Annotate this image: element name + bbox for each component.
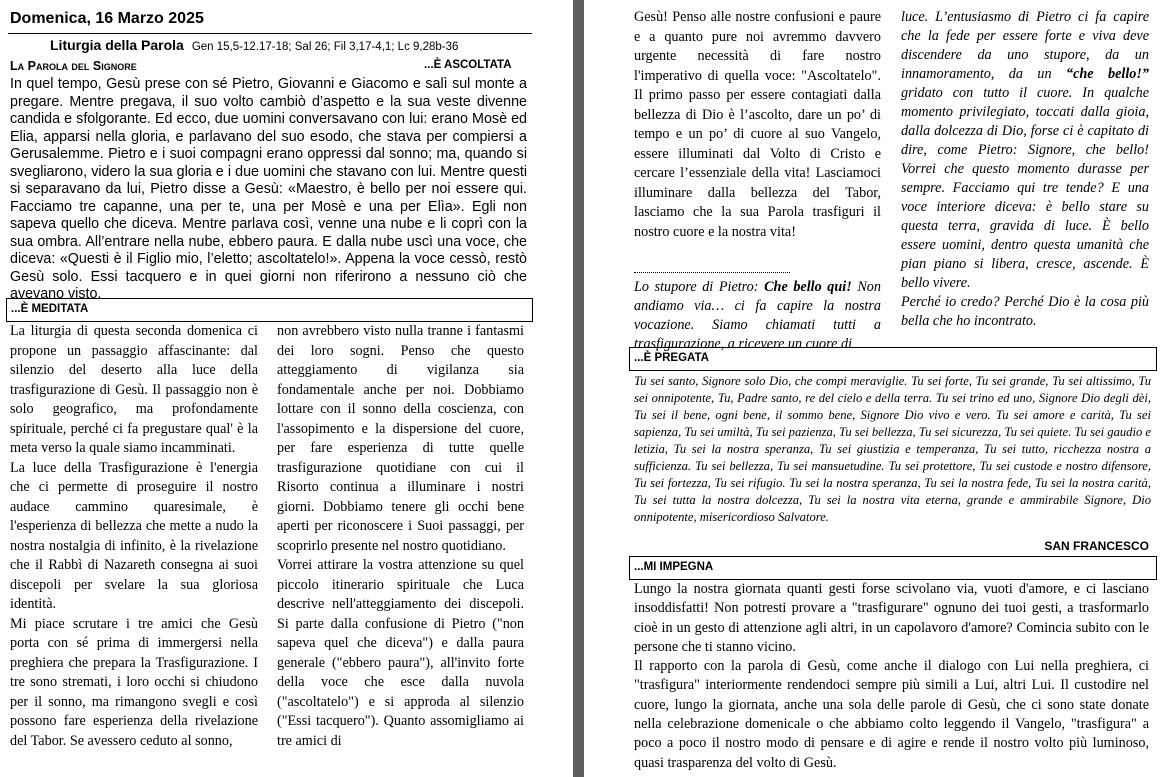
meditation-column-3	[634, 8, 881, 242]
commitment-paragraph: Lungo la nostra giornata quanti gesti forse scivolano via, vuoti d'amore, e ci lasciano insoddisfatti! Non potresti provare a "trasfigurare" ognuno dei tuoi gesti, a trasformarlo cioè in un gesto di attenzione agli altri, in un capolavoro d'amore? Comincia subito con le persone che ti stanno vicino.	[634, 581, 1149, 655]
gospel-text: In quel tempo, Gesù prese con sé Pietro, Giovanni e Giacomo e salì sul monte a pregare. Mentre pregava, il suo volto cambiò d’aspetto e la sua veste divenne candida e sfolgorante. Ed ecco, due uomini conversavano con lui: erano Mosè ed Elia, apparsi nella gloria, e parlavano del suo esodo, che stava per compiersi a Gerusalemme. Pietro e i suoi compagni erano oppressi dal sonno; ma, quando si svegliarono, videro la sua gloria e i due uomini che stavano con lui. Mentre questi si separavano da lui, Pietro disse a Gesù: «Maestro, è bello per noi essere qui. Facciamo tre capanne, una per te, una per Mosè e una per Elìa». Egli non sapeva quello che diceva. Mentre parlava così, venne una nube e li coprì con la sua ombra. All’entrare nella nube, ebbero paura. E dalla nube uscì una voce, che diceva: «Questi è il Figlio mio, l’eletto; ascoltatelo!». Appena la voce cessò, restò Gesù solo. Essi tacquero e in quei giorni non riferirono a nessuno ciò che avevano visto.	[10, 76, 527, 302]
meditation-column-2	[277, 322, 524, 751]
prayer-text: Tu sei santo, Signore solo Dio, che compi meraviglie. Tu sei forte, Tu sei grande, Tu sei altissimo, Tu sei onnipotente, Tu, Padre santo, re del cielo e della terra. Tu sei trino ed uno, Signore Dio degli dèi, Tu sei il bene, ogni bene, il sommo bene, Signore Dio vivo e vero. Tu sei amore e carità, Tu sei sapienza, Tu sei umiltà, Tu sei pazienza, Tu sei bellezza, Tu sei sicurezza, Tu sei quiete. Tu sei gaudio e letizia, Tu sei la nostra speranza, Tu sei giustizia e temperanza, Tu sei tutto, ricchezza nostra a sufficienza. Tu sei bellezza, Tu sei mansuetudine. Tu sei protettore, Tu sei custode e nostro difensore, Tu sei fortezza, Tu sei rifugio. Tu sei la nostra speranza, Tu sei la nostra fede, Tu sei la nostra carità, Tu sei tutta la nostra dolcezza, Tu sei la nostra vita eterna, grande e ammirabile Signore, Dio onnipotente, misericordioso Salvatore.	[634, 374, 1151, 524]
word-of-lord-heading: La Parola del Signore	[10, 59, 137, 73]
prayer-author: SAN FRANCESCO	[1044, 539, 1149, 553]
header-divider	[8, 33, 532, 34]
page-gutter	[573, 0, 584, 777]
meditation-paragraph: Gesù! Penso alle nostre confusioni e paure e a quanto pure noi avremmo davvero urgente necessità di fare nostro l'imperativo di quella voce: "Ascoltatelo". Il primo passo per essere contagiati dalla bellezza di Dio è l’ascolto, dare un po’ di tempo e un po’ di cuore al suo Vangelo, essere illuminati dal Volto di Cristo e cercare l’essenziale della vita! Lasciamoci illuminare dalla bellezza del Tabor, lasciamo che la sua Parola trasfiguri il nostro cuore e la nostra vita!	[634, 9, 881, 240]
dotted-divider	[634, 272, 790, 273]
meditation-paragraph: La luce della Trasfigurazione è l'energia che ci permette di proseguire il nostro audace cammino quaresimale, è l'esperienza di bellezza che mette a nudo la nostra nostalgia di infinito, è la rivelazione che il Rabbì di Nazareth consegna ai suoi discepoli per svelare la sua gloriosa identità.	[10, 459, 258, 612]
meditation-paragraph: non avrebbero visto nulla tranne i fantasmi dei loro sogni. Penso che questo atteggiamento di vigilanza sia fondamentale anche per noi. Dobbiamo lottare con il sonno della coscienza, con l'assopimento e la dispersione del cuore, per fare esperienza di tutte quelle trasfigurazione quotidiane con cui il Risorto continua a illuminare i nostri giorni. Dobbiamo tenere gli occhi bene aperti per riconoscere i Suoi passaggi, per scoprirlo presente nel nostro quotidiano.	[277, 323, 524, 554]
meditation-paragraph: Perché io credo? Perché Dio è la cosa più bella che ho incontrato.	[901, 294, 1149, 329]
commitment-section-header: ...MI IMPEGNA	[629, 556, 1157, 580]
commitment-text	[634, 580, 1149, 773]
commitment-paragraph: Il rapporto con la parola di Gesù, come anche il dialogo con Lui nella preghiera, ci "trasfigura" interiormente rendendoci sempre più simili a Lui, altri Lui. Il custodire nel cuore, lungo la giornata, anche una sola delle parole di Gesù, che ci sono state donate nella celebrazione domenicale o che abbiamo colto leggendo il Vangelo, "trasfigura" a poco a poco il nostro modo di pensare e di agire e rende il nostro volto più luminoso, quasi trasparenza del volto di Gesù.	[634, 658, 1149, 771]
meditation-column-4: luce. L’entusiasmo di Pietro ci fa capire che la fede per essere forte e viva deve discendere da uno stupore, da un innamoramento, da un “che bello!” gridato con tutto il cuore. In qualche momento privilegiato, toccati dalla gioia, dalla dolcezza di Dio, forse ci è capitato di dire, come Pietro: Signore, che bello! Vorrei che questo momento durasse per sempre. Facciamo qui tre tende? E una voce interiore diceva: è bello stare su questa terra, gravida di luce. È bello essere uomini, dentro questa umanità che pian piano si libera, cresce, ascende. È bello vivere. Perché io credo? Perché Dio è la cosa più bella che ho incontrato.	[901, 9, 1149, 329]
meditated-section-header: ...È MEDITATA	[6, 298, 533, 322]
peter-wonder-quote: Lo stupore di Pietro: Che bello qui! Non andiamo via… ci fa capire la nostra vocazione. Siamo chiamati tutti a trasfigurazione, a ricevere un cuore di	[634, 279, 881, 352]
liturgy-header	[50, 37, 458, 55]
meditation-paragraph: Mi piace scrutare i tre amici che Gesù porta con sé prima di immergersi nella preghiera che prepara la Trasfigurazione. I tre sono stremati, i loro occhi si chiudono per il sonno, ma rimangono svegli e così possono fare esperienza della rivelazione del Tabor. Se avessero ceduto al sonno,	[10, 615, 258, 749]
readings-references: Gen 15,5-12.17-18; Sal 26; Fil 3,17-4,1; Lc 9,28b-36	[191, 41, 459, 53]
prayed-section-header: ...È PREGATA	[629, 347, 1157, 371]
liturgy-title: Liturgia della Parola	[50, 37, 184, 53]
left-page	[0, 0, 572, 777]
meditation-paragraph: La liturgia di questa seconda domenica ci propone un passaggio affascinante: dal silenzio del deserto alla luce della trasfigurazione di Gesù. Il passaggio non è solo geografico, ma profondamente spirituale, perché ci fa pregustare qual' è la meta verso la quale siamo incamminati.	[10, 323, 258, 456]
meditation-column-1	[10, 322, 258, 751]
page-date: Domenica, 16 Marzo 2025	[10, 10, 204, 27]
listened-heading: ...È ASCOLTATA	[424, 59, 512, 71]
meditation-paragraph: Vorrei attirare la vostra attenzione su quel piccolo itinerario spirituale che Luca descrive nell'atteggiamento dei discepoli. Si parte dalla confusione di Pietro ("non sapeva quel che diceva") e dalla paura generale ("ebbero paura"), all'invito forte della voce che esce dalla nuvola ("ascoltatelo") e si approda al silenzio ("Essi tacquero"). Quanto assomigliamo ai tre amici di	[277, 557, 524, 749]
